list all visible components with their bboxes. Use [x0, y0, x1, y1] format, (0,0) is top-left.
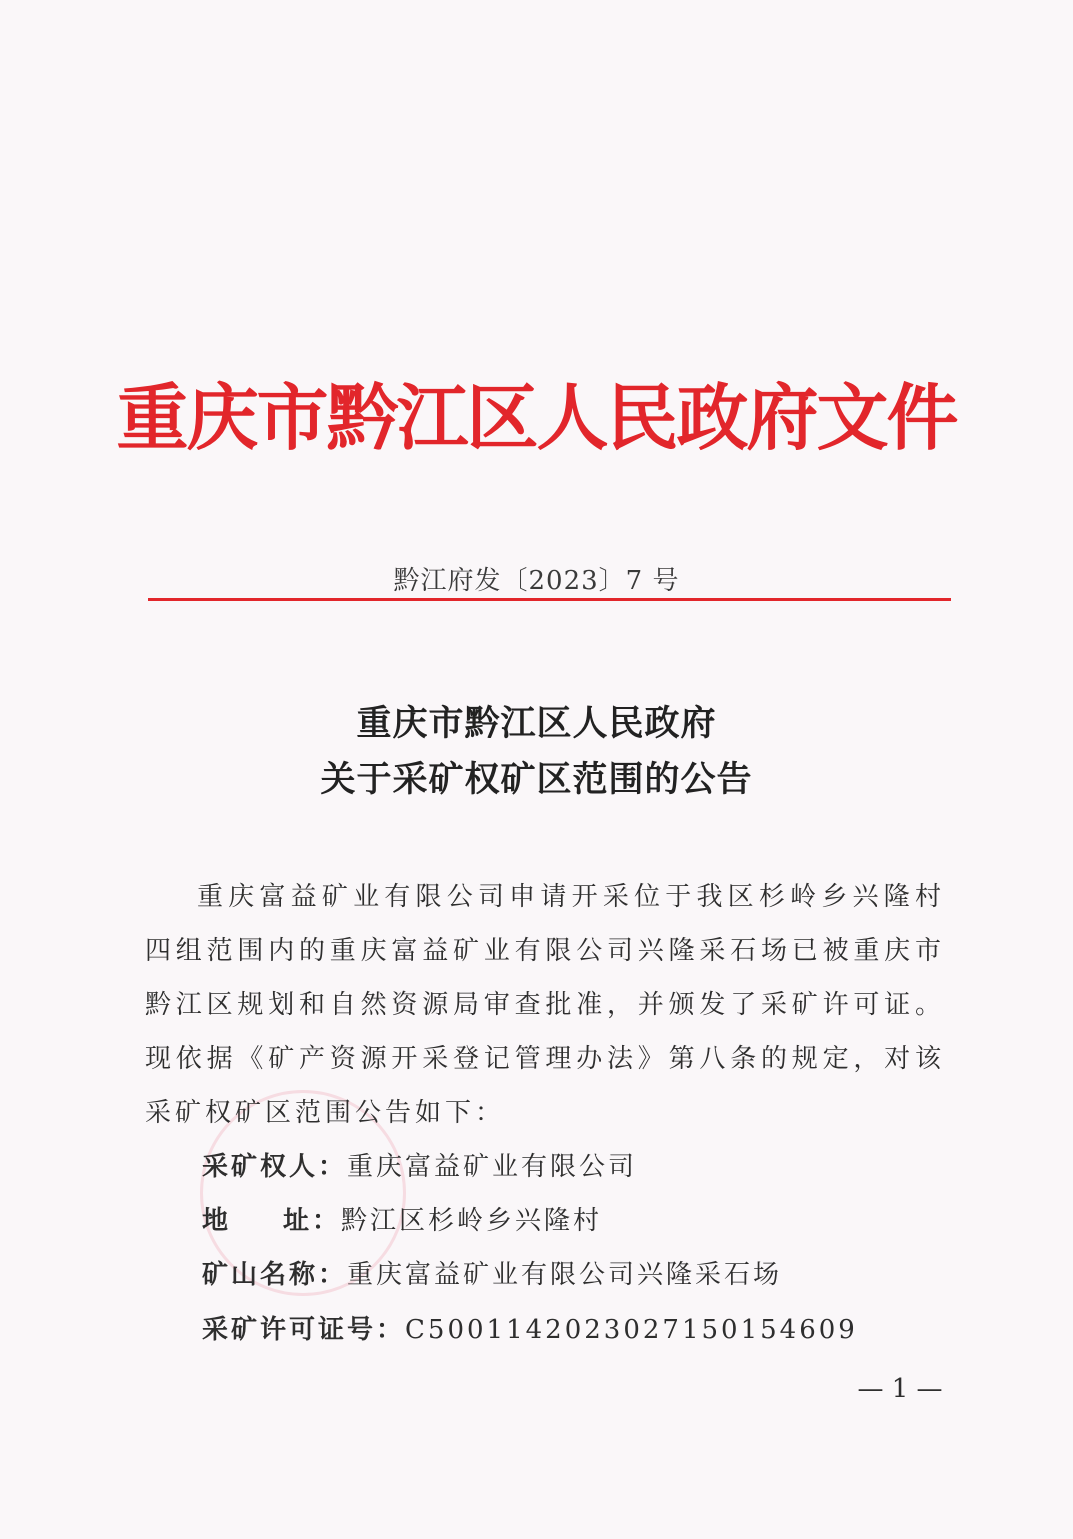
field-license-number — [202, 1310, 858, 1350]
document-title-line1: 重庆市黔江区人民政府 — [356, 703, 717, 744]
field-value: 重庆富益矿业有限公司 — [347, 1152, 638, 1182]
field-label: 址： — [283, 1206, 342, 1236]
field-mining-right-holder — [202, 1147, 637, 1187]
document-title-line2: 关于采矿权矿区范围的公告 — [320, 759, 753, 800]
document-number: 黔江府发〔2023〕7 号 — [393, 566, 680, 596]
body-paragraph: 重庆富益矿业有限公司申请开采位于我区杉岭乡兴隆村四组范围内的重庆富益矿业有限公司兴隆采石场已被重庆市黔江区规划和自然资源局审查批准，并颁发了采矿许可证。现依据《矿产资源开采登记管理办法》第八条的规定，对该采矿权矿区范围公告如下： — [145, 882, 945, 1128]
red-divider-line — [148, 598, 951, 601]
field-value: C5001142023027150154609 — [405, 1315, 858, 1345]
field-value: 黔江区杉岭乡兴隆村 — [341, 1206, 603, 1236]
field-label: 矿山名称： — [202, 1260, 348, 1290]
field-label: 采矿许可证号： — [202, 1315, 406, 1345]
field-address — [202, 1201, 602, 1241]
document-masthead: 重庆市黔江区人民政府文件 — [116, 375, 957, 460]
page-number: — 1 — — [857, 1374, 943, 1404]
field-label: 采矿权人： — [202, 1152, 348, 1182]
field-mine-name — [202, 1255, 782, 1295]
field-label: 地 — [202, 1206, 232, 1236]
field-value: 重庆富益矿业有限公司兴隆采石场 — [347, 1260, 783, 1290]
